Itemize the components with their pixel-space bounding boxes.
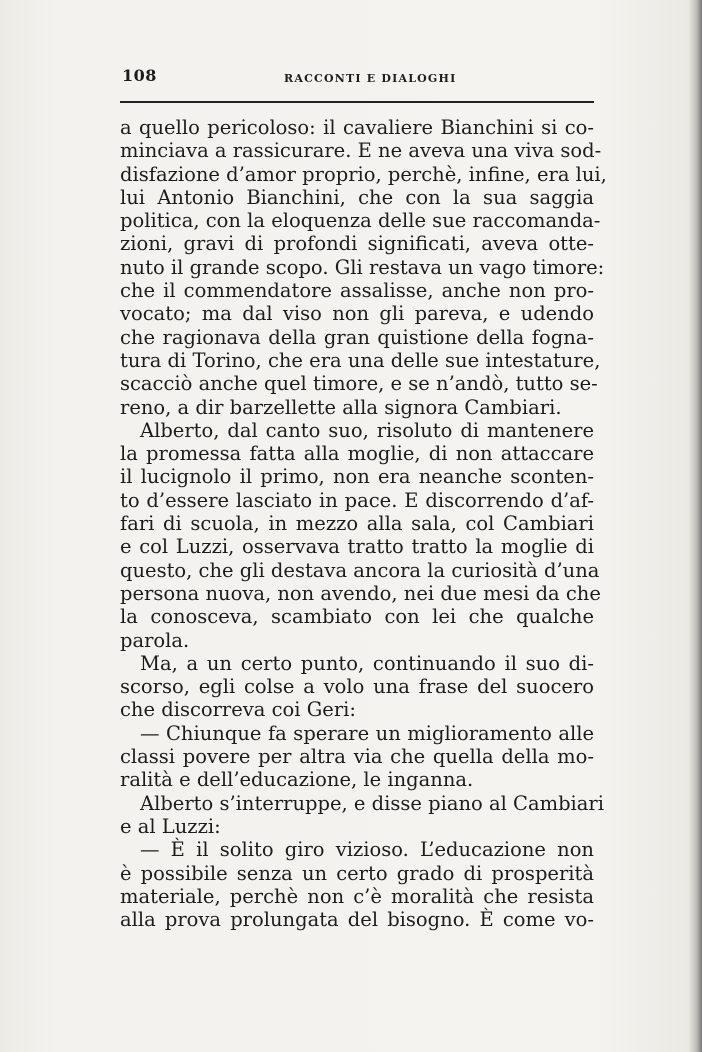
text-line: disfazione d’amor proprio, perchè, infine, era lui, bbox=[120, 162, 607, 186]
text-line: Alberto s’interruppe, e disse piano al Cambiari bbox=[140, 791, 604, 815]
text-line: alla prova prolungata del bisogno. È come vo- bbox=[120, 908, 594, 932]
page-number: 108 bbox=[122, 66, 157, 85]
text-line: che ragionava della gran quistione della fogna- bbox=[120, 325, 594, 349]
text-line: politica, con la eloquenza delle sue raccomanda- bbox=[120, 209, 601, 233]
text-line: parola. bbox=[120, 628, 190, 652]
text-line: vocato; ma dal viso non gli pareva, e udendo bbox=[120, 302, 594, 326]
text-line: classi povere per altra via che quella della mo- bbox=[120, 745, 594, 769]
text-line: la conosceva, scambiato con lei che qualche bbox=[120, 605, 594, 629]
text-line: la promessa fatta alla moglie, di non attaccare bbox=[120, 442, 594, 466]
running-title: RACCONTI E DIALOGHI bbox=[284, 72, 457, 85]
text-line: Ma, a un certo punto, continuando il suo di- bbox=[140, 651, 594, 675]
text-line: to d’essere lasciato in pace. E discorrendo d’af- bbox=[120, 488, 594, 512]
page-header bbox=[120, 66, 594, 92]
text-line: che il commendatore assalisse, anche non pro- bbox=[120, 279, 594, 303]
text-line: minciava a rassicurare. E ne aveva una viva sod- bbox=[120, 139, 602, 163]
text-line: materiale, perchè non c’è moralità che resista bbox=[120, 884, 594, 908]
text-line: ralità e dell’educazione, le inganna. bbox=[120, 768, 474, 792]
text-line: fari di scuola, in mezzo alla sala, col Cambiari bbox=[120, 512, 594, 536]
text-line: è possibile senza un certo grado di prosperità bbox=[120, 861, 594, 885]
text-line: scacciò anche quel timore, e se n’andò, tutto se- bbox=[120, 372, 598, 396]
text-line: zioni, gravi di profondi significati, aveva otte- bbox=[120, 232, 594, 256]
text-line: reno, a dir barzellette alla signora Cambiari. bbox=[120, 395, 562, 419]
page-edge-shadow bbox=[688, 0, 702, 1052]
text-line: persona nuova, non avendo, nei due mesi da che bbox=[120, 581, 601, 605]
text-line: e al Luzzi: bbox=[120, 814, 221, 838]
text-line: — È il solito giro vizioso. L’educazione non bbox=[140, 838, 594, 862]
text-line: a quello pericoloso: il cavaliere Bianchini si co- bbox=[120, 116, 594, 139]
text-line: — Chiunque fa sperare un miglioramento alle bbox=[140, 721, 594, 745]
text-line: che discorreva coi Geri: bbox=[120, 698, 356, 722]
body-text bbox=[120, 116, 607, 932]
text-line: lui Antonio Bianchini, che con la sua saggia bbox=[120, 185, 594, 209]
text-line: tura di Torino, che era una delle sue intestature, bbox=[120, 348, 601, 372]
text-line: nuto il grande scopo. Gli restava un vago timore: bbox=[120, 255, 605, 279]
header-rule bbox=[120, 101, 594, 103]
text-line: il lucignolo il primo, non era neanche sconten- bbox=[120, 465, 594, 489]
text-line: scorso, egli colse a volo una frase del suocero bbox=[120, 675, 594, 699]
text-line: e col Luzzi, osservava tratto tratto la moglie di bbox=[120, 535, 594, 559]
text-line: Alberto, dal canto suo, risoluto di mantenere bbox=[140, 418, 594, 442]
text-line: questo, che gli destava ancora la curiosità d’una bbox=[120, 558, 600, 582]
